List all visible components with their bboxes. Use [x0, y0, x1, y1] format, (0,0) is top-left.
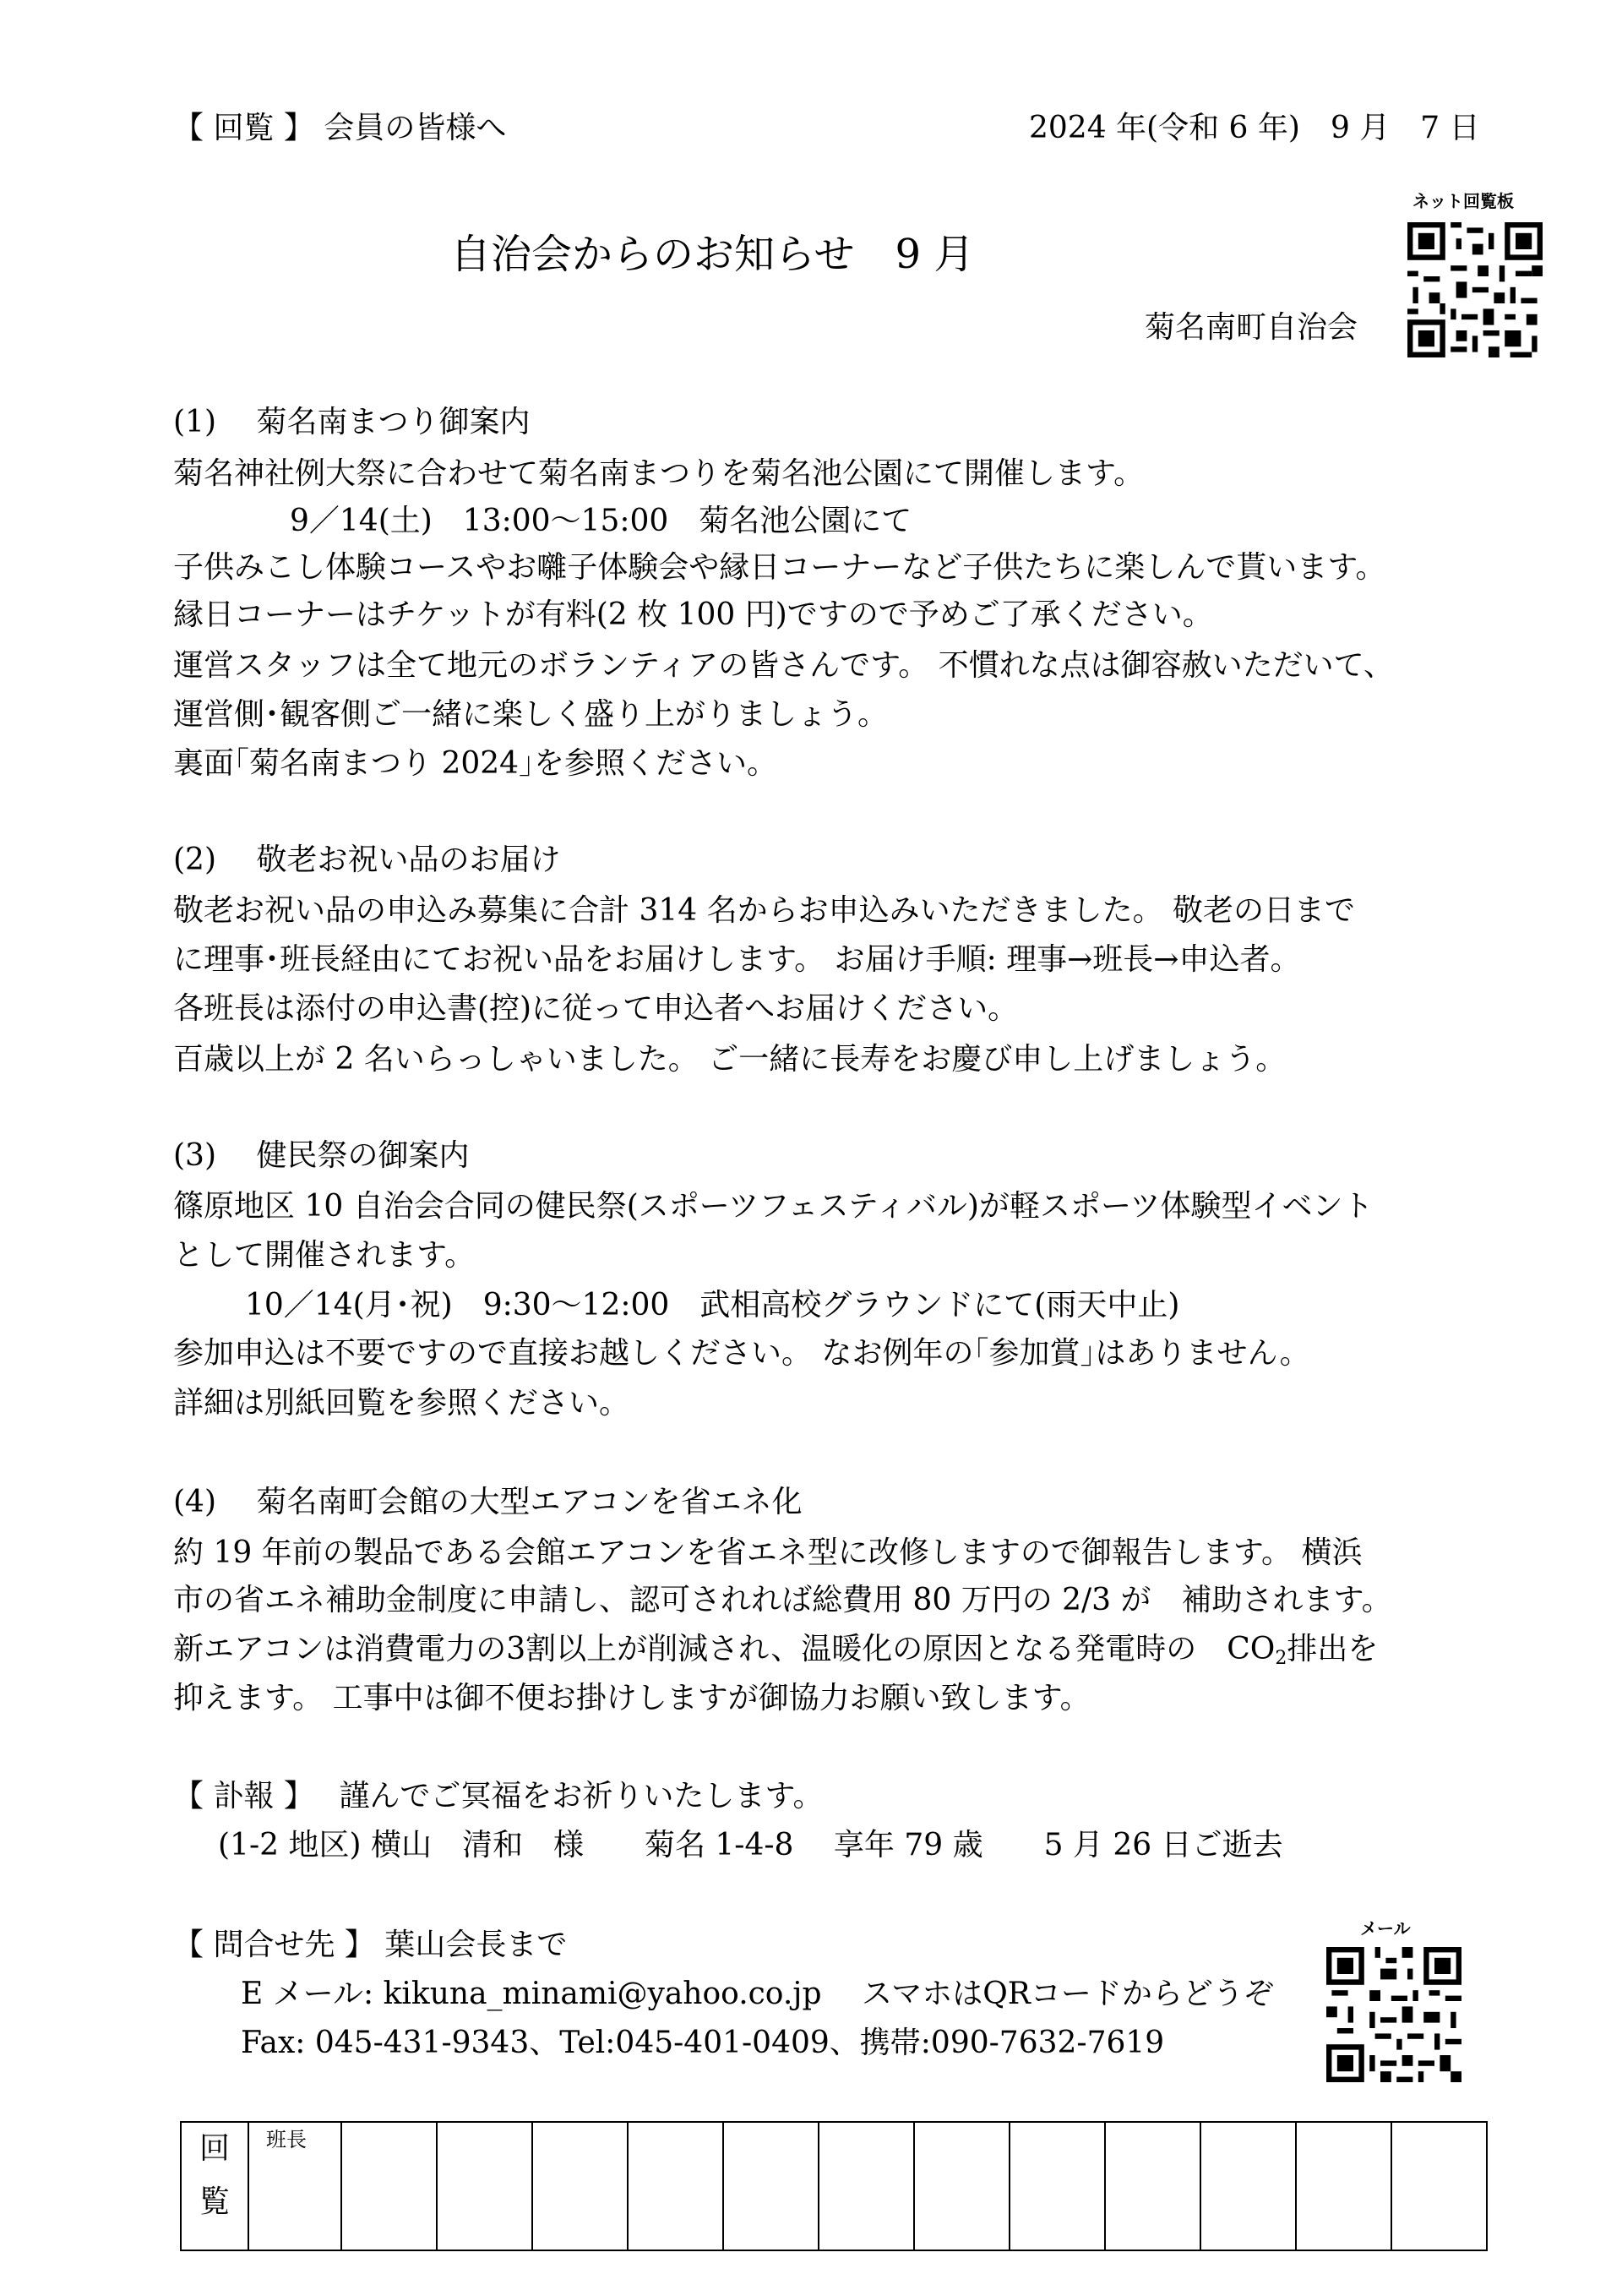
net-bulletin-qr-label: ネット回覧板 [1412, 191, 1514, 211]
circulation-check-cell[interactable] [1010, 2122, 1105, 2250]
contact-email-line: E メール: kikuna_minami@yahoo.co.jp スマホはQRコードからどうぞ [241, 1977, 1274, 2011]
section-1-line: 運営スタッフは全て地元のボランティアの皆さんです。 不慣れな点は御容赦いただいて、 [173, 648, 1394, 683]
circulation-label-bottom: 覧 [199, 2184, 230, 2219]
circulation-check-cell[interactable] [1200, 2122, 1296, 2250]
section-3-line: 詳細は別紙回覧を参照ください。 [173, 1386, 630, 1421]
section-1-line: 裏面｢菊名南まつり 2024｣を参照ください。 [173, 746, 778, 781]
section-2-line: 各班長は添付の申込書(控)に従って申込者へお届けください。 [173, 991, 1019, 1026]
obituary-heading: 【 訃報 】 謹んでご冥福をお祈りいたします。 [173, 1779, 824, 1813]
mail-qr-label: メール [1360, 1918, 1411, 1939]
circulation-check-cell[interactable] [1105, 2122, 1200, 2250]
qr-code-icon [1407, 222, 1543, 357]
section-3-line: 篠原地区 10 自治会合同の健民祭(スポーツフェスティバル)が軽スポーツ体験型イベント [173, 1189, 1374, 1224]
section-4-heading: (4) 菊名南町会館の大型エアコンを省エネ化 [173, 1485, 803, 1519]
contact-phone-line: Fax: 045-431-9343、Tel:045-401-0409、携帯:090-7632-7619 [241, 2026, 1165, 2060]
circulation-check-cell[interactable] [723, 2122, 819, 2250]
section-1-line: 菊名神社例大祭に合わせて菊名南まつりを菊名池公園にて開催します。 [173, 456, 1145, 491]
section-4-line: 市の省エネ補助金制度に申請し、認可されれば総費用 80 万円の 2/3 が 補助されます。 [173, 1583, 1392, 1617]
circulation-check-cell[interactable] [437, 2122, 532, 2250]
circulation-cell-han-cho[interactable]: 班長 [248, 2122, 341, 2250]
circulation-check-cell[interactable] [341, 2122, 437, 2250]
mail-qr-code[interactable] [1326, 1947, 1461, 2082]
circulation-check-cell[interactable] [819, 2122, 914, 2250]
issue-date: 2024 年(令和 6 年) 9 月 7 日 [1029, 111, 1480, 145]
section-4-line: 抑えます。 工事中は御不便お掛けしますが御協力お願い致します。 [173, 1681, 1091, 1715]
section-1-schedule: 9／14(土) 13:00～15:00 菊名池公園にて [290, 504, 912, 538]
section-2-heading: (2) 敬老お祝い品のお届け [173, 843, 561, 877]
section-1-line: 運営側･観客側ご一緒に楽しく盛り上がりましょう。 [173, 697, 889, 732]
section-2-line: 百歳以上が 2 名いらっしゃいました。 ご一緒に長寿をお慶び申し上げましょう。 [173, 1042, 1287, 1077]
circulation-label-top: 回 [199, 2131, 230, 2166]
section-3-heading: (3) 健民祭の御案内 [173, 1138, 470, 1173]
section-4-line: 新エアコンは消費電力の3割以上が削減され、温暖化の原因となる発電時の $CO_2$排出を [173, 1632, 1379, 1669]
section-1-line: 縁日コーナーはチケットが有料(2 枚 100 円)ですので予めご了承ください。 [173, 597, 1213, 632]
circular-label: 【 回覧 】 会員の皆様へ [173, 111, 507, 145]
net-bulletin-qr-code[interactable] [1407, 222, 1543, 357]
section-4-line: 約 19 年前の製品である会館エアコンを省エネ型に改修しますので御報告します。 横浜 [173, 1535, 1363, 1570]
section-1-heading: (1) 菊名南まつり御案内 [173, 405, 531, 439]
qr-code-icon [1326, 1947, 1461, 2082]
circulation-table [180, 2121, 1488, 2251]
section-2-line: 敬老お祝い品の申込み募集に合計 314 名からお申込みいただきました。 敬老の日まで [173, 893, 1356, 928]
circulation-check-cell[interactable] [1391, 2122, 1487, 2250]
section-3-line: として開催されます。 [173, 1238, 476, 1273]
section-3-line: 参加申込は不要ですので直接お越しください。 なお例年の｢参加賞｣はありません。 [173, 1336, 1310, 1371]
page-title: 自治会からのお知らせ 9 月 [450, 231, 975, 278]
section-2-line: に理事･班長経由にてお祝い品をお届けします。 お届け手順: 理事→班長→申込者。 [173, 942, 1301, 977]
circulation-label [181, 2122, 248, 2250]
section-3-schedule: 10／14(月･祝) 9:30～12:00 武相高校グラウンドにて(雨天中止) [245, 1288, 1180, 1323]
circulation-check-cell[interactable] [628, 2122, 723, 2250]
circulation-check-cell[interactable] [1296, 2122, 1391, 2250]
obituary-line: (1-2 地区) 横山 清和 様 菊名 1-4-8 享年 79 歳 5 月 26 日ご逝去 [218, 1828, 1283, 1862]
circulation-check-cell[interactable] [914, 2122, 1010, 2250]
section-1-line: 子供みこし体験コースやお囃子体験会や縁日コーナーなど子供たちに楽しんで貰います。 [173, 550, 1386, 585]
circulation-check-cell[interactable] [532, 2122, 628, 2250]
issuer: 菊名南町自治会 [1145, 310, 1358, 345]
contact-heading: 【 問合せ先 】 葉山会長まで [173, 1928, 568, 1962]
